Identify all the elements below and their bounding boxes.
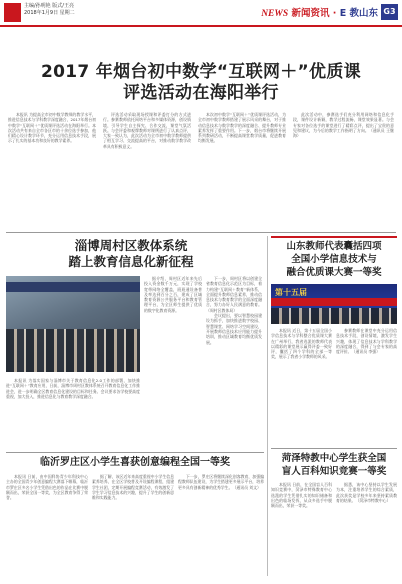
- heze-col-2: 据悉，该中心坚持以学生发展为本，注重培养学生的综合素质，此次获奖是学校多年来坚持素质教育的结果。（菏泽市特教中心）: [336, 482, 397, 503]
- section-label: 新闻资讯: [291, 8, 330, 19]
- teacher-col-1: 本报讯 近日，第十五届全国小学信息技术与学科整合优质课大赛在广州举行，我省选派的教师代表以精彩的课堂展示赢得评委一致好评，囊括了四个学科的全部一等奖，展示了我省小学教师的风采。: [271, 328, 332, 360]
- linyi-col-1: 本报讯 日前，由中国科协青少年科技中心主办的全国青少年创意编程大赛落下帷幕，临沂市罗庄区多名小学生凭借出色的作品在比赛中脱颖而出，荣获全国一等奖，为全区教育争得了荣誉。: [6, 474, 88, 501]
- zibo-headline: 淄博周村区教体系统 踏上教育信息化新征程: [68, 238, 194, 269]
- section-news-label: NEWS: [261, 9, 289, 19]
- heze-divider: [271, 448, 397, 449]
- heze-col-1: 本报讯 日前，在全国盲人百科知识竞赛中，菏泽市特殊教育中心选派的学生凭借扎实的知识储备和出色的临场发挥，从众多选手中脱颖而出，荣获一等奖。: [271, 482, 332, 509]
- main-story-col-3: 本次初中数学“互联网＋”优质课评选活动，为全市初中数学教师搭建了展示风采的舞台，对于推动信息技术与数学教学的深度融合、提升教师专业素养发挥了重要作用。下一步，烟台市将继续开展系列教研活动，不断提高课堂教学质量，促进教育均衡发展。: [198, 112, 286, 144]
- zibo-meeting-photo: [6, 276, 140, 372]
- newspaper-logo: [4, 3, 21, 22]
- zibo-col-3: 下一步，周村区将以创建全省教育信息化示范区为目标，着力构建“互联网＋教育”新体系，全面提升教师信息素养，推动信息技术与教育教学的全面深度融合，努力办好人民满意的教育。（周村区教体局） 会议提出，要以智慧校园建设为抓手，加快推进数字校园、智慧课堂、网络学习空间建设，开展教师信息技术应用能力提升培训，推动区域教育均衡优质发展。: [206, 276, 262, 345]
- editor-line: 主编/孙明艳 版式/王亮: [24, 3, 74, 9]
- linyi-col-2: 据了解，该区近年来高度重视中小学生信息素养培养，在全区学校普及开设编程课程，组建学生社团，定期开展编程竞赛活动，有效激发了学生学习信息技术的兴趣，提升了学生的创新思维和实践能力。: [92, 474, 174, 501]
- teacher-headline: 山东教师代表囊括四项 全国小学信息技术与 融合优质课大赛一等奖: [286, 241, 382, 278]
- paper-name: E 教山东: [339, 8, 378, 19]
- contest-award-photo: [271, 284, 397, 324]
- section-separator: ·: [332, 8, 337, 19]
- zibo-col-2: 据介绍，周村区近年来先后投入资金数千万元，实现了学校宽带网络全覆盖，班班通设备普及率达到百分之百，建成了区域教育资源公共服务平台和教育管理平台，为全区师生提供了优质的数字化教育资源。: [144, 276, 202, 313]
- linyi-divider: [6, 452, 264, 453]
- main-story-col-4: 此次活动中，参赛选手们充分利用网络和信息化手段，课件设计新颖，教学过程流畅，课堂效果显著。与会专家对各位选手的课堂进行了精彩点评，提出了宝贵的意见和建议，为今后的教学工作指明了方向。（通讯员 王继海）: [293, 112, 394, 139]
- masthead-meta: [24, 3, 75, 17]
- date-line: 2018年1月9日 星期二: [24, 10, 75, 16]
- section-divider: [6, 232, 396, 233]
- headline-line-2: 评选活动在海阳举行: [123, 83, 279, 103]
- headline-line-1: 2017 年烟台初中数学“互联网＋”优质课: [41, 62, 361, 82]
- section-header: [261, 5, 378, 19]
- photo-banner-text: 第十五届: [275, 288, 307, 297]
- column-divider: [267, 236, 268, 576]
- teacher-box-top-rule: [271, 236, 397, 238]
- heze-headline: 菏泽特教中心学生获全国 盲人百科知识竞赛一等奖: [281, 453, 387, 477]
- linyi-col-3: 下一步，罗庄区将继续深化创客教育，加强编程教师队伍建设，为学生搭建更多展示平台，培养更多具有创新精神的优秀学生。（通讯员 刘文）: [178, 474, 264, 490]
- zibo-col-1: 本报讯 为落实国家与淄博市关于教育信息化2.0工作的部署，加快推进“互联网＋”教育应用，日前，淄博市周村区教体系统召开教育信息化工作推进会，进一步明确全区教育信息化建设的目标和任务。会议要求各学校要高度重视，加大投入，推进信息化与教育教学深度融合。: [6, 378, 140, 399]
- linyi-headline: 临沂罗庄区小学生喜获创意编程全国一等奖: [40, 457, 230, 468]
- main-headline: [0, 62, 402, 104]
- teacher-col-2: 参赛教师在课堂中充分运用信息技术手段，创设情境，激发学生兴趣，体现了信息技术与学科教学的深度融合，得到了与会专家的高度评价。（通讯员 李强）: [336, 328, 397, 355]
- page-number-badge: G3: [381, 4, 398, 20]
- header-rule: [0, 25, 402, 27]
- main-story-col-2: 评选活动采取现场授课和评委打分的方式进行。参赛教师依托网络平台和多媒体资源，创设情境，引导学生自主探究、合作交流，课堂气氛活跃。与会评委和观摩教师对课例进行了认真点评，大家一致认为，此次活动为全市初中数学教师提供了相互学习、交流提高的平台，对推动数学教学改革具有积极意义。: [103, 112, 191, 149]
- main-story-col-1: 本报讯 为提高全市初中数学教师的教学水平，推进信息技术与学科教学深度融合，2017年烟台初中数学“互联网＋”优质课评选活动在海阳举行。本次活动共有来自全市各区市的十余位选手参加，他们精心设计教学环节，充分运用信息技术手段，展示了扎实的基本功和良好的教学素养。: [8, 112, 96, 144]
